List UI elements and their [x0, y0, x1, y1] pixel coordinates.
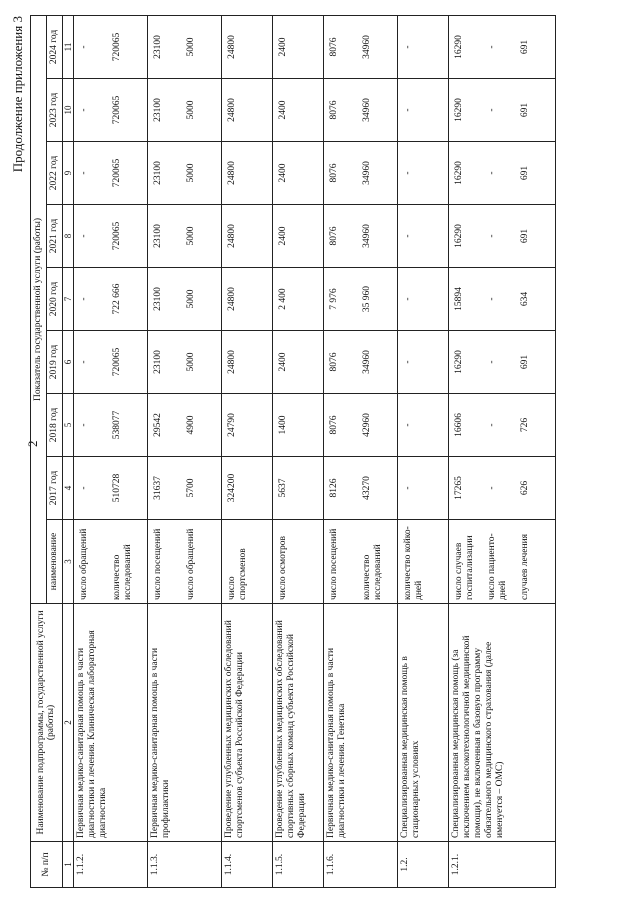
year-value-cell	[449, 268, 556, 331]
col-year-header: 2023 год	[46, 79, 62, 142]
table-row	[273, 15, 324, 887]
column-number: 11	[62, 15, 73, 78]
indicator-value: 24800	[227, 161, 238, 185]
year-value-cell	[449, 331, 556, 394]
year-value-cell	[398, 331, 449, 394]
service-name: Первичная медико-санитарная помощь в части диагностики и лечения. Генетика	[324, 604, 398, 842]
indicator-value: 23100	[153, 98, 164, 122]
continuation-note: Продолжение приложения 3	[10, 16, 25, 173]
year-value-cell	[273, 15, 324, 78]
col-year-header: 2020 год	[46, 268, 62, 331]
year-value-cell	[324, 79, 398, 142]
unit-cell	[74, 520, 148, 604]
year-value-cell	[324, 15, 398, 78]
indicator-value: -	[79, 297, 90, 301]
indicator-value: 15894	[454, 287, 465, 311]
column-number-row	[62, 15, 73, 887]
row-number: 1.2.1.	[449, 842, 556, 888]
table-row	[222, 15, 273, 887]
indicator-value: 5000	[186, 352, 197, 372]
indicator-value: 8076	[329, 37, 340, 57]
year-value-cell	[273, 457, 324, 520]
indicator-value: 626	[520, 480, 531, 496]
year-value-cell	[148, 394, 222, 457]
indicator-value: 34960	[362, 161, 373, 185]
indicator-value: 691	[520, 228, 531, 244]
indicator-value: -	[487, 234, 498, 238]
unit-label: число посещений	[153, 528, 164, 600]
indicator-value: -	[487, 423, 498, 427]
col-year-header: 2018 год	[46, 394, 62, 457]
indicator-value: 5700	[186, 478, 197, 498]
indicator-value: -	[403, 486, 414, 490]
column-number: 5	[62, 394, 73, 457]
indicator-value: 691	[520, 354, 531, 370]
column-number: 7	[62, 268, 73, 331]
unit-cell	[398, 520, 449, 604]
indicator-value: 8076	[329, 352, 340, 372]
indicator-value: -	[79, 486, 90, 490]
year-value-cell	[148, 205, 222, 268]
year-value-cell	[222, 394, 273, 457]
year-value-cell	[148, 15, 222, 78]
indicator-value: 5000	[186, 100, 197, 120]
unit-cell	[273, 520, 324, 604]
year-value-cell	[449, 142, 556, 205]
indicator-value: 23100	[153, 161, 164, 185]
indicator-value: 23100	[153, 224, 164, 248]
indicator-value: 720065	[112, 347, 123, 377]
unit-cell	[324, 520, 398, 604]
year-value-cell	[74, 457, 148, 520]
header-row-1	[31, 15, 47, 887]
unit-label: число обращений	[186, 528, 197, 600]
row-number: 1.1.4.	[222, 842, 273, 888]
indicator-value: 23100	[153, 35, 164, 59]
indicator-value: 5000	[186, 37, 197, 57]
indicator-value: 720065	[112, 95, 123, 125]
unit-label: число спортсменов	[227, 548, 249, 600]
column-number: 9	[62, 142, 73, 205]
indicator-value: 1400	[278, 415, 289, 435]
year-value-cell	[398, 268, 449, 331]
indicator-value: 8126	[329, 478, 340, 498]
indicator-value: 35 960	[362, 285, 373, 313]
col-year-header: 2017 год	[46, 457, 62, 520]
service-name: Специализированная медицинская помощь в стационарных условиях	[398, 604, 449, 842]
indicator-value: -	[403, 234, 414, 238]
year-value-cell	[324, 457, 398, 520]
indicator-value: -	[79, 423, 90, 427]
year-value-cell	[398, 15, 449, 78]
year-value-cell	[222, 268, 273, 331]
indicator-value: -	[403, 45, 414, 49]
indicator-value: -	[487, 108, 498, 112]
indicator-value: 24800	[227, 35, 238, 59]
year-value-cell	[222, 205, 273, 268]
year-value-cell	[449, 15, 556, 78]
indicator-value: 2400	[278, 163, 289, 183]
service-name: Проведение углубленных медицинских обследований спортивных сборных команд субъекта Российской Федерации	[273, 604, 324, 842]
indicator-value: 691	[520, 165, 531, 181]
indicator-value: 16290	[454, 35, 465, 59]
indicator-value: 24800	[227, 350, 238, 374]
row-number: 1.1.3.	[148, 842, 222, 888]
year-value-cell	[222, 79, 273, 142]
year-value-cell	[148, 268, 222, 331]
indicator-value: -	[487, 297, 498, 301]
indicator-value: 34960	[362, 35, 373, 59]
year-value-cell	[74, 394, 148, 457]
indicator-value: -	[403, 423, 414, 427]
year-value-cell	[273, 79, 324, 142]
indicator-value: 324200	[227, 473, 238, 503]
indicator-value: 726	[520, 417, 531, 433]
column-number: 4	[62, 457, 73, 520]
column-number: 3	[62, 520, 73, 604]
indicator-value: 5000	[186, 226, 197, 246]
table-row	[148, 15, 222, 887]
services-table	[30, 15, 556, 888]
year-value-cell	[449, 394, 556, 457]
indicator-value: -	[487, 360, 498, 364]
indicator-value: -	[79, 234, 90, 238]
year-value-cell	[148, 142, 222, 205]
indicator-value: 43270	[362, 476, 373, 500]
indicator-value: 8076	[329, 163, 340, 183]
column-number: 2	[62, 604, 73, 842]
year-value-cell	[324, 268, 398, 331]
row-number: 1.1.2.	[74, 842, 148, 888]
indicator-value: -	[79, 108, 90, 112]
indicator-value: -	[487, 45, 498, 49]
year-value-cell	[273, 331, 324, 394]
service-name: Специализированная медицинская помощь (за исключением высокотехнологичной медицинской помощи), не включенная в базовую программу обязательного медицинского страхования (далее именуется – ОМС)	[449, 604, 556, 842]
indicator-value: 17265	[454, 476, 465, 500]
year-value-cell	[398, 142, 449, 205]
year-value-cell	[74, 205, 148, 268]
indicator-value: 34960	[362, 350, 373, 374]
column-number: 8	[62, 205, 73, 268]
indicator-value: 720065	[112, 221, 123, 251]
year-value-cell	[74, 142, 148, 205]
indicator-value: 24790	[227, 413, 238, 437]
indicator-value: 8076	[329, 226, 340, 246]
unit-label: число пациенто-дней	[487, 533, 509, 600]
indicator-value: 5637	[278, 478, 289, 498]
col-year-header: 2021 год	[46, 205, 62, 268]
indicator-value: 34960	[362, 224, 373, 248]
column-number: 6	[62, 331, 73, 394]
indicator-value: 23100	[153, 350, 164, 374]
indicator-value: 634	[520, 291, 531, 307]
year-value-cell	[222, 457, 273, 520]
year-value-cell	[449, 79, 556, 142]
row-number: 1.2.	[398, 842, 449, 888]
year-value-cell	[398, 394, 449, 457]
unit-cell	[222, 520, 273, 604]
unit-label: количество исследований	[112, 544, 134, 600]
indicator-value: 34960	[362, 98, 373, 122]
indicator-value: 16606	[454, 413, 465, 437]
year-value-cell	[273, 268, 324, 331]
indicator-value: 8076	[329, 415, 340, 435]
year-value-cell	[324, 331, 398, 394]
indicator-value: 24800	[227, 224, 238, 248]
year-value-cell	[449, 205, 556, 268]
indicator-value: -	[79, 360, 90, 364]
year-value-cell	[222, 15, 273, 78]
row-number: 1.1.6.	[324, 842, 398, 888]
indicator-value: 691	[520, 39, 531, 55]
column-number: 10	[62, 79, 73, 142]
indicator-value: -	[487, 486, 498, 490]
indicator-value: 16290	[454, 98, 465, 122]
indicator-value: 510728	[112, 473, 123, 503]
year-value-cell	[324, 142, 398, 205]
indicator-value: 720065	[112, 158, 123, 188]
year-value-cell	[148, 331, 222, 394]
table-body	[74, 15, 556, 887]
year-value-cell	[273, 394, 324, 457]
col-year-header: 2024 год	[46, 15, 62, 78]
year-value-cell	[74, 79, 148, 142]
unit-label: количество койко-дней	[403, 526, 425, 600]
indicator-value: 720065	[112, 32, 123, 62]
unit-cell	[148, 520, 222, 604]
year-value-cell	[74, 331, 148, 394]
year-value-cell	[449, 457, 556, 520]
indicator-value: 16290	[454, 350, 465, 374]
table-row	[74, 15, 148, 887]
indicator-value: 2400	[278, 100, 289, 120]
indicator-value: -	[487, 171, 498, 175]
year-value-cell	[324, 205, 398, 268]
year-value-cell	[148, 79, 222, 142]
indicator-value: 16290	[454, 224, 465, 248]
indicator-value: 538077	[112, 410, 123, 440]
unit-label: случаев лечения	[520, 533, 531, 600]
indicator-value: 42960	[362, 413, 373, 437]
year-value-cell	[222, 331, 273, 394]
year-value-cell	[324, 394, 398, 457]
table-row	[449, 15, 556, 887]
indicator-value: 2 400	[278, 288, 289, 310]
year-value-cell	[74, 268, 148, 331]
indicator-value: -	[79, 45, 90, 49]
col-year-header: 2019 год	[46, 331, 62, 394]
rotated-page	[0, 11, 640, 893]
unit-label: число осмотров	[278, 535, 289, 600]
unit-label: число случаев госпитализации	[454, 535, 476, 600]
page-number: 2	[25, 440, 40, 447]
indicator-value: 2400	[278, 37, 289, 57]
unit-label: число обращений	[79, 528, 90, 600]
indicator-value: 7 976	[329, 288, 340, 310]
year-value-cell	[398, 205, 449, 268]
unit-cell	[449, 520, 556, 604]
service-name: Проведение углубленных медицинских обследований спортсменов субъекта Российской Федерации	[222, 604, 273, 842]
service-name: Первичная медико-санитарная помощь в части профилактики	[148, 604, 222, 842]
table-row	[324, 15, 398, 887]
year-value-cell	[273, 205, 324, 268]
indicator-value: -	[403, 297, 414, 301]
indicator-value: 24800	[227, 287, 238, 311]
unit-label: число посещений	[329, 528, 340, 600]
col-name-header: Наименование подпрограммы, государственной услуги (работы)	[31, 604, 63, 842]
col-unit-header: наименование	[46, 520, 62, 604]
column-number: 1	[62, 842, 73, 888]
table-row	[398, 15, 449, 887]
indicator-value: -	[403, 360, 414, 364]
indicator-value: -	[79, 171, 90, 175]
indicator-value: 691	[520, 102, 531, 118]
indicator-value: -	[403, 171, 414, 175]
indicator-value: 722 666	[112, 283, 123, 315]
indicator-value: 16290	[454, 161, 465, 185]
service-name: Первичная медико-санитарная помощь в части диагностики и лечения. Клиническая лабораторная диагностика	[74, 604, 148, 842]
indicator-value: 29542	[153, 413, 164, 437]
indicator-value: 31637	[153, 476, 164, 500]
indicator-value: -	[403, 108, 414, 112]
indicator-value: 5000	[186, 163, 197, 183]
indicator-value: 2400	[278, 226, 289, 246]
year-value-cell	[222, 142, 273, 205]
year-value-cell	[273, 142, 324, 205]
indicator-value: 8076	[329, 100, 340, 120]
indicator-value: 23100	[153, 287, 164, 311]
indicator-value: 4900	[186, 415, 197, 435]
year-value-cell	[148, 457, 222, 520]
indicator-group-header: Показатель государственной услуги (работы)	[31, 15, 47, 603]
year-value-cell	[74, 15, 148, 78]
year-value-cell	[398, 457, 449, 520]
indicator-value: 5000	[186, 289, 197, 309]
indicator-value: 24800	[227, 98, 238, 122]
indicator-value: 2400	[278, 352, 289, 372]
row-number: 1.1.5.	[273, 842, 324, 888]
col-year-header: 2022 год	[46, 142, 62, 205]
year-value-cell	[398, 79, 449, 142]
unit-label: количество исследований	[362, 544, 384, 600]
col-num-header: № п/п	[31, 842, 63, 888]
